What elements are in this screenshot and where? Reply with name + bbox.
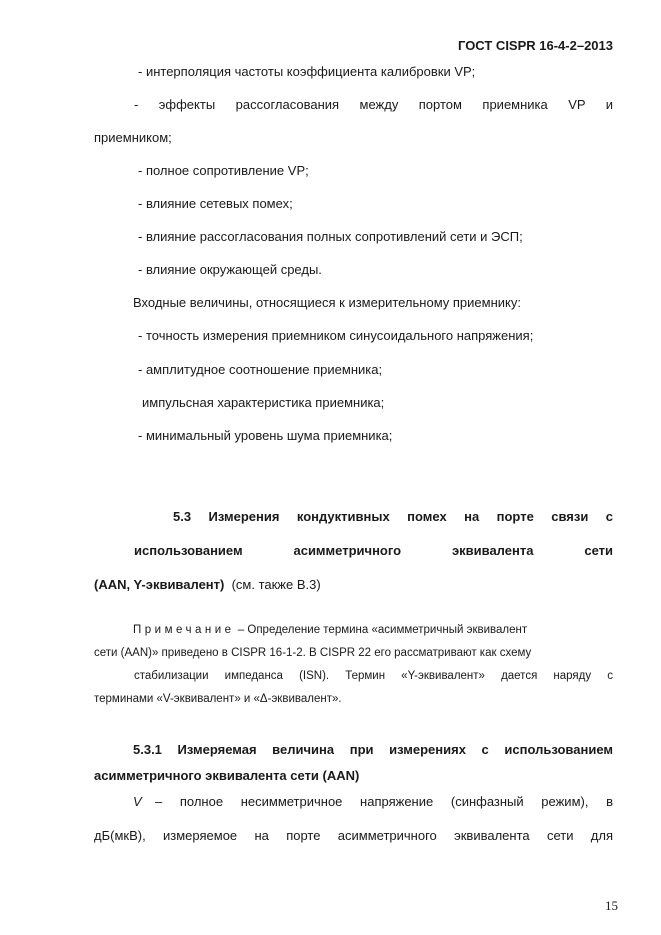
word: использованием <box>134 543 243 558</box>
word: - <box>134 97 139 112</box>
note-line: терминами «V-эквивалент» и «Δ-эквивалент». <box>94 693 342 705</box>
list-item: - точность измерения приемником синусоидального напряжения; <box>138 328 534 343</box>
word: 5.3 <box>173 509 192 524</box>
paragraph-line <box>133 794 613 810</box>
list-item-continuation: приемником; <box>94 130 172 145</box>
word: дается <box>501 670 538 682</box>
list-item: - влияние рассогласования полных сопротивлений сети и ЭСП; <box>138 229 523 244</box>
word: сети <box>584 543 613 558</box>
word: эквивалента <box>451 543 534 558</box>
word: рассогласования <box>235 97 340 112</box>
subsection-heading-continuation: асимметричного эквивалента сети (AAN) <box>94 768 360 783</box>
word: эффекты <box>158 97 216 112</box>
page-number: 15 <box>605 898 618 913</box>
note-line <box>133 622 527 638</box>
word: с <box>607 670 613 682</box>
word: стабилизации <box>134 670 209 682</box>
section-heading-continuation <box>94 543 613 559</box>
word: приемника <box>482 97 548 112</box>
list-item: - амплитудное соотношение приемника; <box>138 362 383 377</box>
word: асимметричного <box>293 543 402 558</box>
word: «Y-эквивалент» <box>401 670 485 682</box>
word: с <box>605 509 614 524</box>
paragraph-text: – полное несимметричное напряжение (синфазный режим), в <box>155 794 613 809</box>
list-item: - полное сопротивление VP; <box>138 163 309 178</box>
word: наряду <box>553 670 592 682</box>
list-item: импульсная характеристика приемника; <box>142 395 385 410</box>
word: VP <box>568 97 586 112</box>
paragraph-line: дБ(мкВ), измеряемое на порте асимметричного эквивалента сети для <box>94 828 613 843</box>
list-item: - влияние окружающей среды. <box>138 262 322 277</box>
word: портом <box>418 97 462 112</box>
list-item: - минимальный уровень шума приемника; <box>138 428 393 443</box>
word: импеданса <box>224 670 283 682</box>
note-line: сети (AAN)» приведено в CISPR 16-1-2. В CISPR 22 его рассматривают как схему <box>94 647 532 659</box>
paragraph: Входные величины, относящиеся к измерительному приемнику: <box>133 295 521 310</box>
word: Термин <box>345 670 386 682</box>
list-item: - влияние сетевых помех; <box>138 196 293 211</box>
word: порте <box>496 509 534 524</box>
word: между <box>359 97 399 112</box>
subsection-heading: 5.3.1 Измеряемая величина при измерениях с использованием <box>133 742 613 757</box>
heading-text: (AAN, Y-эквивалент) <box>94 577 225 592</box>
word: кондуктивных <box>296 509 390 524</box>
list-item-justified <box>94 97 613 113</box>
note-line-justified <box>94 668 613 684</box>
word: на <box>464 509 480 524</box>
note-text: – Определение термина «асимметричный эквивалент <box>237 624 528 636</box>
note-label: Примечание <box>133 624 235 636</box>
symbol-v: V <box>133 794 142 809</box>
document-header: ГОСТ CISPR 16-4-2–2013 <box>458 38 613 53</box>
word: (ISN). <box>299 670 330 682</box>
word: Измерения <box>208 509 280 524</box>
word: и <box>605 97 613 112</box>
word: связи <box>551 509 589 524</box>
list-item: - интерполяция частоты коэффициента калибровки VP; <box>138 64 476 79</box>
section-heading <box>133 509 613 525</box>
word: помех <box>407 509 447 524</box>
cross-reference: (см. также В.3) <box>231 577 321 592</box>
section-heading-end <box>94 577 321 593</box>
